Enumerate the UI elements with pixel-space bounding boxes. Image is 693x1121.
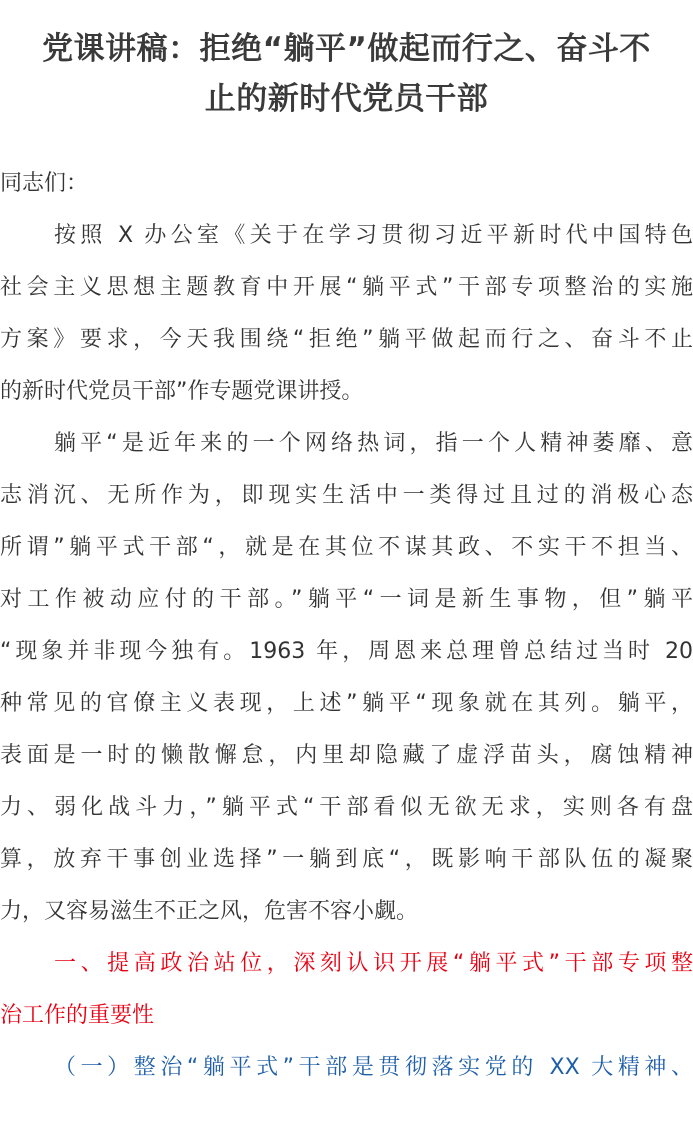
- article-body: [0, 158, 693, 1094]
- subsection-heading-line: （一）整治“躺平式”干部是贯彻落实党的 XX 大精神、: [54, 1055, 693, 1080]
- section-heading: [0, 938, 693, 1042]
- greeting-text: 同志们：: [0, 171, 89, 196]
- title-line-2: 止的新时代党员干部: [204, 81, 489, 117]
- paragraph-line: 算，放弃干事创业选择”一躺到底“，既影响干部队伍的凝聚: [0, 847, 693, 872]
- section-heading-line: 一、提高政治站位，深刻认识开展“躺平式”干部专项整: [54, 951, 693, 976]
- paragraph-line: 的新时代党员干部”作专题党课讲授。: [0, 379, 364, 404]
- paragraph-tangping: [0, 418, 693, 938]
- article-title: [0, 24, 693, 124]
- paragraph-line: 志消沉、无所作为，即现实生活中一类得过且过的消极心态: [0, 483, 693, 508]
- paragraph-line: 方案》要求，今天我围绕“拒绝”躺平做起而行之、奋斗不止: [0, 327, 693, 352]
- paragraph-line: “现象并非现今独有。1963 年，周恩来总理曾总结过当时 20: [0, 639, 693, 664]
- greeting: [0, 158, 693, 210]
- subsection-heading: [0, 1042, 693, 1094]
- paragraph-line: 按照 X 办公室《关于在学习贯彻习近平新时代中国特色: [54, 223, 693, 248]
- article: [0, 24, 693, 1094]
- paragraph-line: 所谓”躺平式干部“，就是在其位不谋其政、不实干不担当、: [0, 535, 693, 560]
- section-heading-line: 治工作的重要性: [0, 1003, 155, 1028]
- paragraph-intro: [0, 210, 693, 418]
- paragraph-line: 表面是一时的懒散懈怠，内里却隐藏了虚浮苗头，腐蚀精神: [0, 743, 693, 768]
- paragraph-line: 社会主义思想主题教育中开展“躺平式”干部专项整治的实施: [0, 275, 693, 300]
- paragraph-line: 力，又容易滋生不正之风，危害不容小觑。: [0, 899, 419, 924]
- paragraph-line: 种常见的官僚主义表现，上述”躺平“现象就在其列。躺平，: [0, 691, 693, 716]
- paragraph-line: 力、弱化战斗力，”躺平式“干部看似无欲无求，实则各有盘: [0, 795, 693, 820]
- title-line-1: 党课讲稿：拒绝“躺平”做起而行之、奋斗不: [42, 31, 651, 67]
- paragraph-line: 躺平“是近年来的一个网络热词，指一个人精神萎靡、意: [54, 431, 693, 456]
- paragraph-line: 对工作被动应付的干部。”躺平“一词是新生事物，但”躺平: [0, 587, 693, 612]
